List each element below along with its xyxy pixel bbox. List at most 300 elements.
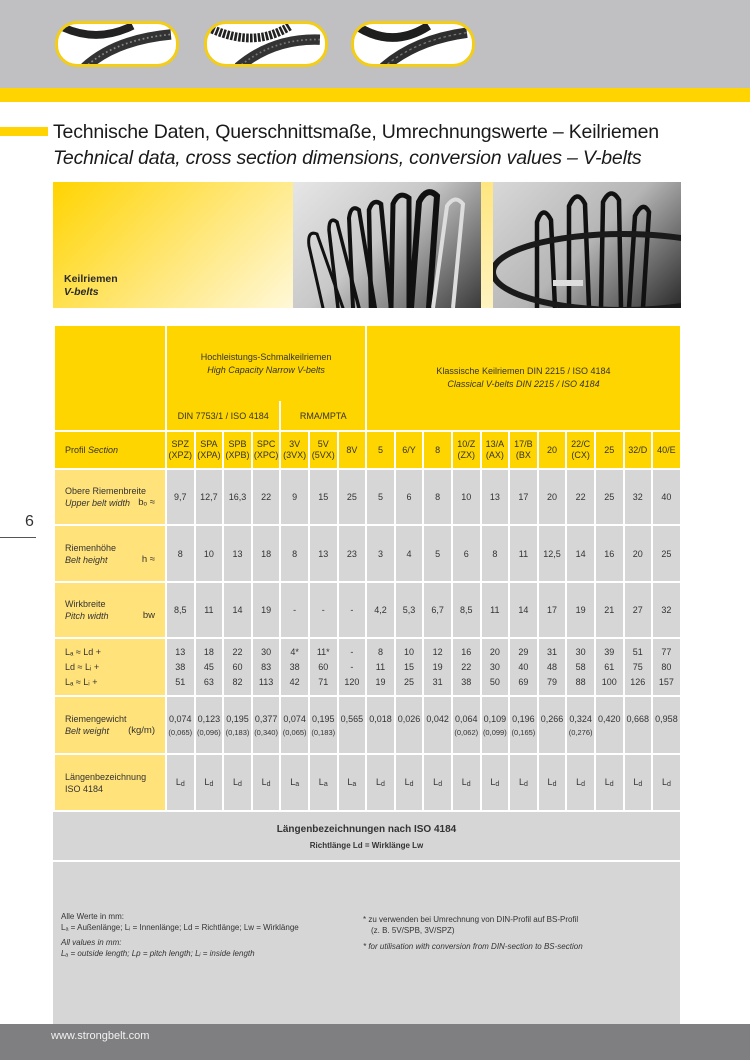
weight-alt-value: (0,099) xyxy=(482,728,507,737)
conversion-value: 30 xyxy=(575,646,586,657)
belt-weight-label-en: Belt weight xyxy=(65,726,110,736)
conversion-value: 71 xyxy=(318,676,329,687)
profile-alt-name: (BX xyxy=(515,450,531,460)
belt-height-cell: 4 xyxy=(395,525,424,582)
conversion-cell xyxy=(366,638,395,696)
length-designation-row xyxy=(54,754,681,811)
length-subscript: d xyxy=(581,781,586,788)
pitch-width-cell: - xyxy=(309,582,338,638)
length-subscript: d xyxy=(180,781,185,788)
conversion-cell xyxy=(309,638,338,696)
belt-weight-cell xyxy=(509,696,538,754)
footer xyxy=(0,1024,750,1060)
legend-de-heading: Alle Werte in mm: xyxy=(61,912,124,921)
length-designation-label-2: ISO 4184 xyxy=(65,783,104,794)
conversion-value: 38 xyxy=(461,676,472,687)
length-letter: L xyxy=(375,777,381,787)
length-subscript: d xyxy=(266,781,271,788)
pitch-width-symbol: bw xyxy=(142,610,155,621)
belt-weight-label xyxy=(54,696,166,754)
conversion-label-la-li: Lₐ ≈ Lᵢ + xyxy=(65,676,98,687)
weight-value: 0,196 xyxy=(512,714,535,724)
conversion-cell xyxy=(595,638,624,696)
vbelts-ring-image-icon xyxy=(493,182,681,308)
weight-value: 0,377 xyxy=(254,714,278,724)
length-letter: L xyxy=(233,777,239,787)
profile-name: 22/C xyxy=(571,439,591,449)
profile-label-de: Profil xyxy=(65,445,86,455)
conversion-value: 60 xyxy=(318,661,329,672)
pitch-width-label xyxy=(54,582,166,638)
belt-thumbnail-2 xyxy=(204,21,328,67)
profile-alt-name: (XPC) xyxy=(253,450,279,460)
belt-thumbnail-1 xyxy=(55,21,179,67)
header-accent-bar xyxy=(0,88,750,102)
profile-header-cell xyxy=(309,431,338,469)
weight-value: 0,668 xyxy=(626,714,650,724)
conversion-value: 20 xyxy=(489,646,500,657)
upper-width-cell: 22 xyxy=(566,469,595,525)
iso-note xyxy=(53,812,680,860)
weight-value: 0,266 xyxy=(540,714,564,724)
belt-weight-cell xyxy=(366,696,395,754)
profile-header-cell xyxy=(166,431,195,469)
profile-header-cell xyxy=(624,431,653,469)
length-designation-cell xyxy=(280,754,309,811)
legend-en-definitions: Lₐ = outside length; Lp = pitch length; Lᵢ = inside length xyxy=(61,949,255,958)
std-rma-header: RMA/MPTA xyxy=(280,401,366,431)
length-letter: L xyxy=(290,777,296,787)
footnote-en: * for utilisation with conversion from DIN-section to BS-section xyxy=(363,942,583,951)
belt-weight-cell xyxy=(338,696,367,754)
conversion-value: 11* xyxy=(316,646,330,657)
profile-alt-name: (XPZ) xyxy=(168,450,193,460)
belt-weight-cell xyxy=(595,696,624,754)
profile-header-cell xyxy=(252,431,281,469)
weight-alt-value: (0,062) xyxy=(454,728,479,737)
conversion-cell xyxy=(509,638,538,696)
pitch-width-cell: 19 xyxy=(566,582,595,638)
conversion-value: 19 xyxy=(375,676,386,687)
weight-value: 0,958 xyxy=(655,714,678,724)
upper-width-cell: 9 xyxy=(280,469,309,525)
conversion-value: 58 xyxy=(575,661,586,672)
profile-header-cell xyxy=(452,431,481,469)
length-subscript: a xyxy=(295,781,300,788)
belt-weight-cell xyxy=(538,696,567,754)
conversion-value: 77 xyxy=(661,646,672,657)
belt-height-label-de: Riemenhöhe xyxy=(65,542,117,553)
length-letter: L xyxy=(604,777,610,787)
upper-width-cell: 13 xyxy=(481,469,510,525)
profile-name: SPZ xyxy=(171,439,190,449)
profile-header-cell xyxy=(423,431,452,469)
belt-height-cell: 3 xyxy=(366,525,395,582)
conversion-value: 126 xyxy=(630,676,646,687)
length-letter: L xyxy=(518,777,524,787)
profile-alt-name: (XPB) xyxy=(225,450,250,460)
belt-image-icon xyxy=(354,24,472,64)
belt-height-cell: 13 xyxy=(309,525,338,582)
conversion-value: 8 xyxy=(377,646,383,657)
profile-label-en: Section xyxy=(88,445,119,455)
length-letter: L xyxy=(318,777,324,787)
belt-image-icon xyxy=(207,24,325,64)
legend-definitions xyxy=(61,911,361,959)
upper-width-cell: 12,7 xyxy=(195,469,224,525)
upper-width-cell: 8 xyxy=(423,469,452,525)
pitch-width-cell: 5,3 xyxy=(395,582,424,638)
pitch-width-cell: 32 xyxy=(652,582,681,638)
length-designation-label-1: Längenbezeichnung xyxy=(65,771,147,782)
conversion-value: 75 xyxy=(632,661,643,672)
length-letter: L xyxy=(461,777,467,787)
length-subscript: a xyxy=(352,781,357,788)
belt-weight-cell xyxy=(481,696,510,754)
profile-name: SPB xyxy=(228,439,247,449)
website-link[interactable]: www.strongbelt.com xyxy=(51,1030,150,1042)
length-subscript: d xyxy=(381,781,385,788)
conversion-cell xyxy=(452,638,481,696)
hero-divider-strip xyxy=(481,182,493,308)
pitch-width-cell: 6,7 xyxy=(423,582,452,638)
conversion-value: 69 xyxy=(518,676,529,687)
profile-header-cell xyxy=(366,431,395,469)
length-subscript: d xyxy=(552,781,557,788)
page-title-de: Technische Daten, Querschnittsmaße, Umrechnungswerte – Keilriemen xyxy=(53,121,659,143)
belt-height-label xyxy=(54,525,166,582)
belt-height-cell: 8 xyxy=(280,525,309,582)
pitch-width-cell: 11 xyxy=(481,582,510,638)
weight-value: 0,042 xyxy=(426,714,449,724)
length-letter: L xyxy=(490,777,496,787)
legend-en-heading: All values in mm: xyxy=(61,938,122,947)
conversion-value: 100 xyxy=(601,676,617,687)
belt-height-cell: 14 xyxy=(566,525,595,582)
belt-height-cell: 20 xyxy=(624,525,653,582)
upper-width-cell: 16,3 xyxy=(223,469,252,525)
conversion-value: 22 xyxy=(232,646,243,657)
conversion-value: 120 xyxy=(344,676,360,687)
std-din-header: DIN 7753/1 / ISO 4184 xyxy=(166,401,280,431)
profile-name: 6/Y xyxy=(402,444,416,455)
group-classic-title-de: Klassische Keilriemen DIN 2215 / ISO 4184 xyxy=(436,366,611,376)
conversion-value: 19 xyxy=(432,661,443,672)
conversion-cell xyxy=(538,638,567,696)
profile-name: 17/B xyxy=(514,439,533,449)
belt-height-cell: 10 xyxy=(195,525,224,582)
legend-footnotes xyxy=(363,914,673,952)
footnote-de-example: (z. B. 5V/SPB, 3V/SPZ) xyxy=(371,926,455,935)
profile-name: 8V xyxy=(346,444,358,455)
pitch-width-cell: - xyxy=(338,582,367,638)
length-designation-cell xyxy=(166,754,195,811)
conversion-label-ld-li: Ld ≈ Lᵢ + xyxy=(65,661,100,672)
length-subscript: d xyxy=(523,781,528,788)
conversion-value: 31 xyxy=(432,676,443,687)
conversion-cell xyxy=(395,638,424,696)
belt-height-cell: 18 xyxy=(252,525,281,582)
belt-height-cell: 8 xyxy=(166,525,195,582)
length-designation-cell xyxy=(566,754,595,811)
belt-weight-cell xyxy=(566,696,595,754)
conversion-labels xyxy=(54,638,166,696)
conversion-value: 29 xyxy=(518,646,529,657)
profile-header-cell xyxy=(652,431,681,469)
weight-alt-value: (0,065) xyxy=(282,728,307,737)
weight-alt-value: (0,165) xyxy=(511,728,536,737)
conversion-value: 22 xyxy=(461,661,472,672)
pitch-width-label-en: Pitch width xyxy=(65,611,109,621)
upper-width-cell: 22 xyxy=(252,469,281,525)
length-designation-cell xyxy=(309,754,338,811)
conversion-value: 18 xyxy=(203,646,214,657)
conversion-cell xyxy=(338,638,367,696)
weight-value: 0,420 xyxy=(597,714,621,724)
length-subscript: d xyxy=(238,781,242,788)
weight-alt-value: (0,276) xyxy=(568,728,593,737)
vbelts-fan-image-icon xyxy=(293,182,481,308)
length-designation-cell xyxy=(223,754,252,811)
weight-value: 0,123 xyxy=(197,714,221,724)
profile-alt-name: (AX) xyxy=(485,450,504,460)
conversion-value: 79 xyxy=(547,676,558,687)
iso-note-subtitle: Richtlänge Ld = Wirklänge Lw xyxy=(309,841,424,850)
pitch-width-cell: 17 xyxy=(538,582,567,638)
upper-width-label-en: Upper belt width xyxy=(65,498,131,508)
profile-name: 3V xyxy=(289,439,301,449)
length-designation-cell xyxy=(538,754,567,811)
profile-header-cell xyxy=(195,431,224,469)
weight-value: 0,074 xyxy=(283,714,306,724)
legend-block xyxy=(53,862,680,1034)
belt-weight-cell xyxy=(166,696,195,754)
profile-alt-name: (5VX) xyxy=(311,450,335,460)
length-designation-cell xyxy=(595,754,624,811)
length-subscript: d xyxy=(609,781,614,788)
conversion-cell xyxy=(652,638,681,696)
conversion-cell xyxy=(166,638,195,696)
conversion-value: 38 xyxy=(289,661,300,672)
weight-value: 0,109 xyxy=(483,714,507,724)
length-designation-cell xyxy=(395,754,424,811)
length-subscript: d xyxy=(409,781,414,788)
conversion-value: 83 xyxy=(261,661,272,672)
belt-weight-cell xyxy=(624,696,653,754)
conversion-value: 42 xyxy=(289,676,300,687)
belt-weight-label-de: Riemengewicht xyxy=(65,714,127,724)
length-designation-cell xyxy=(509,754,538,811)
conversion-value: - xyxy=(350,646,354,657)
profile-name: 32/D xyxy=(628,444,648,455)
belt-height-label-en: Belt height xyxy=(65,554,108,565)
profile-header-cell xyxy=(538,431,567,469)
upper-width-cell: 25 xyxy=(595,469,624,525)
title-accent-bar xyxy=(0,127,48,136)
length-subscript: d xyxy=(638,781,643,788)
pitch-width-cell: 8,5 xyxy=(166,582,195,638)
belt-height-row xyxy=(54,525,681,582)
conversion-cell xyxy=(423,638,452,696)
profile-header-cell xyxy=(280,431,309,469)
length-designation-cell xyxy=(624,754,653,811)
conversion-cell xyxy=(195,638,224,696)
weight-alt-value: (0,340) xyxy=(254,728,278,737)
belt-height-cell: 8 xyxy=(481,525,510,582)
upper-width-label-de: Obere Riemenbreite xyxy=(65,486,147,496)
pitch-width-cell: - xyxy=(280,582,309,638)
length-designation-cell xyxy=(195,754,224,811)
conversion-value: 157 xyxy=(658,676,674,687)
conversion-label-la-ld: Lₐ ≈ Ld + xyxy=(65,646,102,657)
upper-width-cell: 10 xyxy=(452,469,481,525)
page-title-en: Technical data, cross section dimensions, conversion values – V-belts xyxy=(53,147,642,169)
belt-weight-cell xyxy=(309,696,338,754)
conversion-cell xyxy=(624,638,653,696)
length-letter: L xyxy=(404,777,410,787)
weight-value: 0,064 xyxy=(454,714,478,724)
length-designation-cell xyxy=(423,754,452,811)
page-number-rule xyxy=(0,537,36,538)
profile-name: 40/E xyxy=(657,444,676,455)
belt-weight-cell xyxy=(395,696,424,754)
length-subscript: d xyxy=(438,781,443,788)
profile-alt-name: (3VX) xyxy=(283,450,307,460)
profile-header-cell xyxy=(481,431,510,469)
conversion-value: 30 xyxy=(261,646,272,657)
weight-value: 0,026 xyxy=(397,714,421,724)
conversion-value: 48 xyxy=(547,661,558,672)
pitch-width-cell: 8,5 xyxy=(452,582,481,638)
conversion-value: 63 xyxy=(203,676,214,687)
length-designation-label xyxy=(54,754,166,811)
conversion-value: 13 xyxy=(175,646,186,657)
profile-name: SPC xyxy=(256,439,276,449)
length-subscript: a xyxy=(323,781,328,788)
profile-label xyxy=(54,431,166,469)
weight-alt-value: (0,183) xyxy=(225,728,250,737)
belt-thumbnail-3 xyxy=(351,21,475,67)
belt-weight-cell xyxy=(223,696,252,754)
pitch-width-cell: 21 xyxy=(595,582,624,638)
belt-height-cell: 16 xyxy=(595,525,624,582)
pitch-width-cell: 4,2 xyxy=(366,582,395,638)
conversion-value: 80 xyxy=(661,661,672,672)
iso-note-title: Längenbezeichnungen nach ISO 4184 xyxy=(276,824,457,835)
conversion-value: 113 xyxy=(258,676,274,687)
pitch-width-cell: 27 xyxy=(624,582,653,638)
length-designation-cell xyxy=(652,754,681,811)
legend-de-definitions: Lₐ = Außenlänge; Lᵢ = Innenlänge; Ld = Richtlänge; Lw = Wirklänge xyxy=(61,923,299,932)
pitch-width-cell: 14 xyxy=(509,582,538,638)
belt-height-cell: 13 xyxy=(223,525,252,582)
pitch-width-cell: 14 xyxy=(223,582,252,638)
hero-caption-panel xyxy=(53,182,293,308)
pitch-width-label-de: Wirkbreite xyxy=(65,599,106,609)
conversion-value: - xyxy=(350,661,354,672)
upper-width-symbol: bₒ ≈ xyxy=(138,497,155,508)
weight-value: 0,074 xyxy=(169,714,192,724)
belt-height-cell: 23 xyxy=(338,525,367,582)
weight-alt-value: (0,183) xyxy=(311,728,336,737)
length-subscript: d xyxy=(666,781,671,788)
weight-value: 0,018 xyxy=(369,714,392,724)
conversion-value: 50 xyxy=(489,676,500,687)
belt-weight-unit: (kg/m) xyxy=(128,725,155,736)
weight-alt-value: (0,065) xyxy=(168,728,193,737)
vbelts-photo-fan xyxy=(293,182,481,308)
length-designation-cell xyxy=(366,754,395,811)
belt-weight-cell xyxy=(252,696,281,754)
belt-height-cell: 25 xyxy=(652,525,681,582)
belt-weight-cell xyxy=(423,696,452,754)
belt-height-cell: 11 xyxy=(509,525,538,582)
upper-width-cell: 15 xyxy=(309,469,338,525)
weight-value: 0,565 xyxy=(340,714,364,724)
length-letter: L xyxy=(661,777,667,787)
upper-width-cell: 17 xyxy=(509,469,538,525)
profile-name: 5 xyxy=(377,444,383,455)
group-classic-header xyxy=(366,325,681,431)
belt-weight-cell xyxy=(195,696,224,754)
profile-alt-name: (CX) xyxy=(571,450,590,460)
belt-height-symbol: h ≈ xyxy=(141,553,155,565)
conversion-cell xyxy=(252,638,281,696)
page-number: 6 xyxy=(25,513,34,530)
pitch-width-cell: 11 xyxy=(195,582,224,638)
conversion-value: 39 xyxy=(604,646,615,657)
conversion-value: 61 xyxy=(604,661,615,672)
hero-caption-de: Keilriemen xyxy=(64,273,118,285)
conversion-value: 16 xyxy=(461,646,472,657)
length-letter: L xyxy=(204,777,210,787)
profile-name: 25 xyxy=(604,444,615,455)
length-designation-cell xyxy=(452,754,481,811)
conversion-value: 30 xyxy=(489,661,500,672)
upper-width-cell: 25 xyxy=(338,469,367,525)
belt-weight-cell xyxy=(280,696,309,754)
profile-header-cell xyxy=(595,431,624,469)
vbelt-spec-table xyxy=(53,324,682,812)
belt-height-cell: 6 xyxy=(452,525,481,582)
group-narrow-title-en: High Capacity Narrow V-belts xyxy=(207,364,325,375)
conversion-value: 12 xyxy=(432,646,443,657)
conversion-value: 82 xyxy=(232,676,243,687)
weight-value: 0,195 xyxy=(226,714,249,724)
weight-value: 0,324 xyxy=(569,714,592,724)
profile-alt-name: (XPA) xyxy=(197,450,221,460)
pitch-width-cell: 19 xyxy=(252,582,281,638)
conversion-cell xyxy=(566,638,595,696)
conversion-cell xyxy=(223,638,252,696)
length-letter: L xyxy=(347,777,353,787)
conversion-value: 31 xyxy=(547,646,558,657)
length-letter: L xyxy=(633,777,639,787)
conversion-value: 51 xyxy=(632,646,643,657)
group-narrow-header xyxy=(166,325,366,401)
length-letter: L xyxy=(576,777,582,787)
conversion-value: 45 xyxy=(203,661,214,672)
conversion-value: 40 xyxy=(518,661,529,672)
upper-width-cell: 9,7 xyxy=(166,469,195,525)
conversion-cell xyxy=(280,638,309,696)
belt-weight-cell xyxy=(452,696,481,754)
pitch-width-row xyxy=(54,582,681,638)
upper-width-cell: 20 xyxy=(538,469,567,525)
length-letter: L xyxy=(261,777,267,787)
conversion-value: 51 xyxy=(175,676,186,687)
profile-name: 20 xyxy=(547,444,558,455)
